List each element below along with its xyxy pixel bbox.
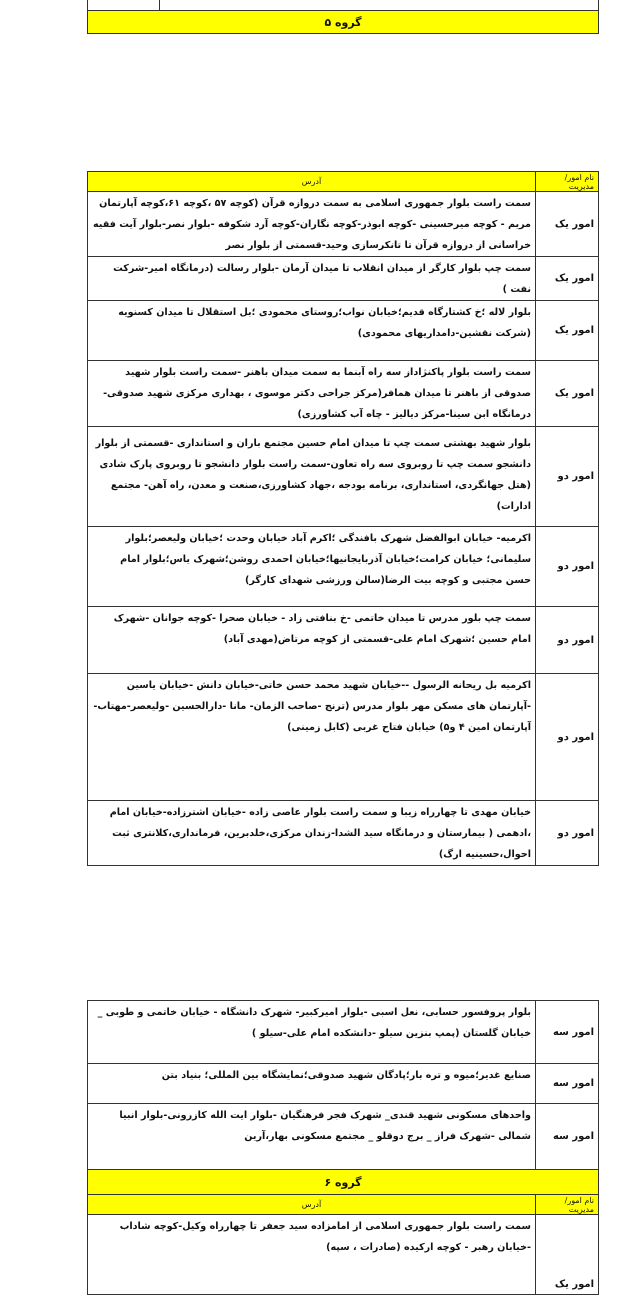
header-address: آدرس [88, 1195, 536, 1215]
affairs-cell: امور یک [536, 301, 599, 361]
table-row [88, 674, 599, 801]
group6-title: گروه ۶ [88, 1170, 599, 1195]
table-row [88, 1064, 599, 1104]
address-cell: اکرمیه- خیابان ابوالفضل شهرک بافندگی ؛اکرم آباد خیابان وحدت ؛خیابان ولیعصر؛بلوار سلیمانی؛ خیابان کرامت؛خیابان آذربایجانیها؛خیابان احمدی روشن؛شهرک یاس؛بلوار امام حسن مجتبی و کوچه بیت الرضا(سالن ورزشی شهدای کارگر) [88, 527, 536, 607]
affairs-cell: امور دو [536, 674, 599, 801]
affairs-cell: امور سه [536, 1104, 599, 1170]
address-cell: سمت چپ بلور مدرس تا میدان خاتمی -خ بنافتی زاد - خیابان صحرا -کوچه جوانان -شهرک امام حسین ؛شهرک امام علی-قسمتی از کوچه مرتاض(مهدی آباد) [88, 607, 536, 674]
affairs-cell: امور دو [536, 801, 599, 866]
address-cell: سمت راست بلوار پاکنژاداز سه راه آبنما به سمت میدان باهنر -سمت راست بلوار شهید صدوقی از باهنر تا میدان همافر(مرکز جراحی دکتر موسوی ، بهداری مرکزی شهید صدوقی-درمانگاه ابن سینا-مرکز دیالیز - چاه آب کشاورزی) [88, 361, 536, 427]
table-row [88, 301, 599, 361]
group5-table [87, 171, 599, 866]
address-cell: خیابان مهدی تا چهارراه زیبا و سمت راست بلوار عاصی زاده -خیابان اشترزاده-خیابان امام ،ادهمی ( بیمارستان و درمانگاه سید الشدا-زندان مرکزی،خلدبرین، فرمانداری،کلانتری ثبت احوال،حسینیه ارگ) [88, 801, 536, 866]
affairs-cell: امور دو [536, 427, 599, 527]
table-row [88, 361, 599, 427]
address-cell: واحدهای مسکونی شهید قندی_ شهرک فجر فرهنگیان -بلوار ایت الله کازرونی-بلوار انبیا شمالی -شهرک فراز _ برج دوقلو _ مجتمع مسکونی بهار،آرین [88, 1104, 536, 1170]
address-cell: بلوار لاله ؛خ کشتارگاه قدیم؛خیابان نواب؛روستای محمودی ؛بل استقلال تا میدان کسنویه (شرکت نقشین-دامداریهای محمودی) [88, 301, 536, 361]
table-row [88, 801, 599, 866]
affairs-cell: امور یک [536, 361, 599, 427]
table-row [88, 527, 599, 607]
group5-title-table [87, 0, 599, 34]
table-row [88, 427, 599, 527]
address-cell: بلوار شهید بهشتی سمت چپ تا میدان امام حسین مجتمع باران و استانداری -قسمتی از بلوار دانشجو سمت چپ تا روبروی سه راه تعاون-سمت راست بلوار دانشجو تا روبروی پارک شادی (هتل جهانگردی، استانداری، برنامه بودجه ،جهاد کشاورزی،صنعت و معدن، راه آهن- مجتمع ادارات) [88, 427, 536, 527]
header-address: آدرس [88, 172, 536, 192]
header-affairs: نام امور/مدیریت [536, 1195, 599, 1215]
table-row [88, 1104, 599, 1170]
affairs-cell: امور دو [536, 607, 599, 674]
table-row [88, 192, 599, 257]
prev-affairs-cell [88, 0, 160, 11]
affairs-cell: امور سه [536, 1001, 599, 1064]
table-row [88, 607, 599, 674]
table-row [88, 1215, 599, 1295]
address-cell: سمت چپ بلوار کارگر از میدان انقلاب تا میدان آرمان -بلوار رسالت (درمانگاه امیر-شرکت نفت ) [88, 257, 536, 301]
table-row [88, 257, 599, 301]
affairs-cell: امور یک [536, 1215, 599, 1295]
address-cell: بلوار پروفسور حسابی، نعل اسبی -بلوار امیرکبیر- شهرک دانشگاه - خیابان خاتمی و طوبی _ خیابان گلستان (پمپ بنزین سیلو -دانشکده امام علی-سیلو ) [88, 1001, 536, 1064]
affairs-cell: امور سه [536, 1064, 599, 1104]
affairs-cell: امور یک [536, 192, 599, 257]
table-row [88, 1001, 599, 1064]
prev-address-cell [160, 0, 599, 11]
group5-title: گروه ۵ [88, 11, 599, 34]
affairs-cell: امور دو [536, 527, 599, 607]
address-cell: سمت راست بلوار جمهوری اسلامی به سمت دروازه قرآن (کوچه ۵۷ ،کوچه ۶۱،کوچه آپارتمان مریم - کوچه میرحسینی -کوچه ابوذر-کوچه نگاران-کوچه آرد شکوفه -بلوار نصر-بلوار آیت فقیه خراسانی از دروازه قرآن تا تانکرسازی وحید-قسمتی از بلوار نصر [88, 192, 536, 257]
header-affairs: نام امور/مدیریت [536, 172, 599, 192]
address-cell: صنایع غدیر؛میوه و تره بار؛پادگان شهید صدوقی؛نمایشگاه بین المللی؛ بنیاد بتن [88, 1064, 536, 1104]
address-cell: اکرمیه بل ریحانه الرسول --خیابان شهید محمد حسن خاتی-خیابان دانش -خیابان یاسین -آپارتمان های مسکن مهر بلوار مدرس (ترنج -صاحب الزمان- مانا -دارالحسین -ولیعصر-مهتاب-آپارتمان امین ۴ و۵) خیابان فتاح غربی (کابل زمینی) [88, 674, 536, 801]
affairs-cell: امور یک [536, 257, 599, 301]
address-cell: سمت راست بلوار جمهوری اسلامی از امامزاده سید جعفر تا چهارراه وکیل-کوچه شاداب -خیابان رهبر - کوچه ارکیده (صادرات ، سپه) [88, 1215, 536, 1295]
continued-table [87, 1000, 599, 1295]
